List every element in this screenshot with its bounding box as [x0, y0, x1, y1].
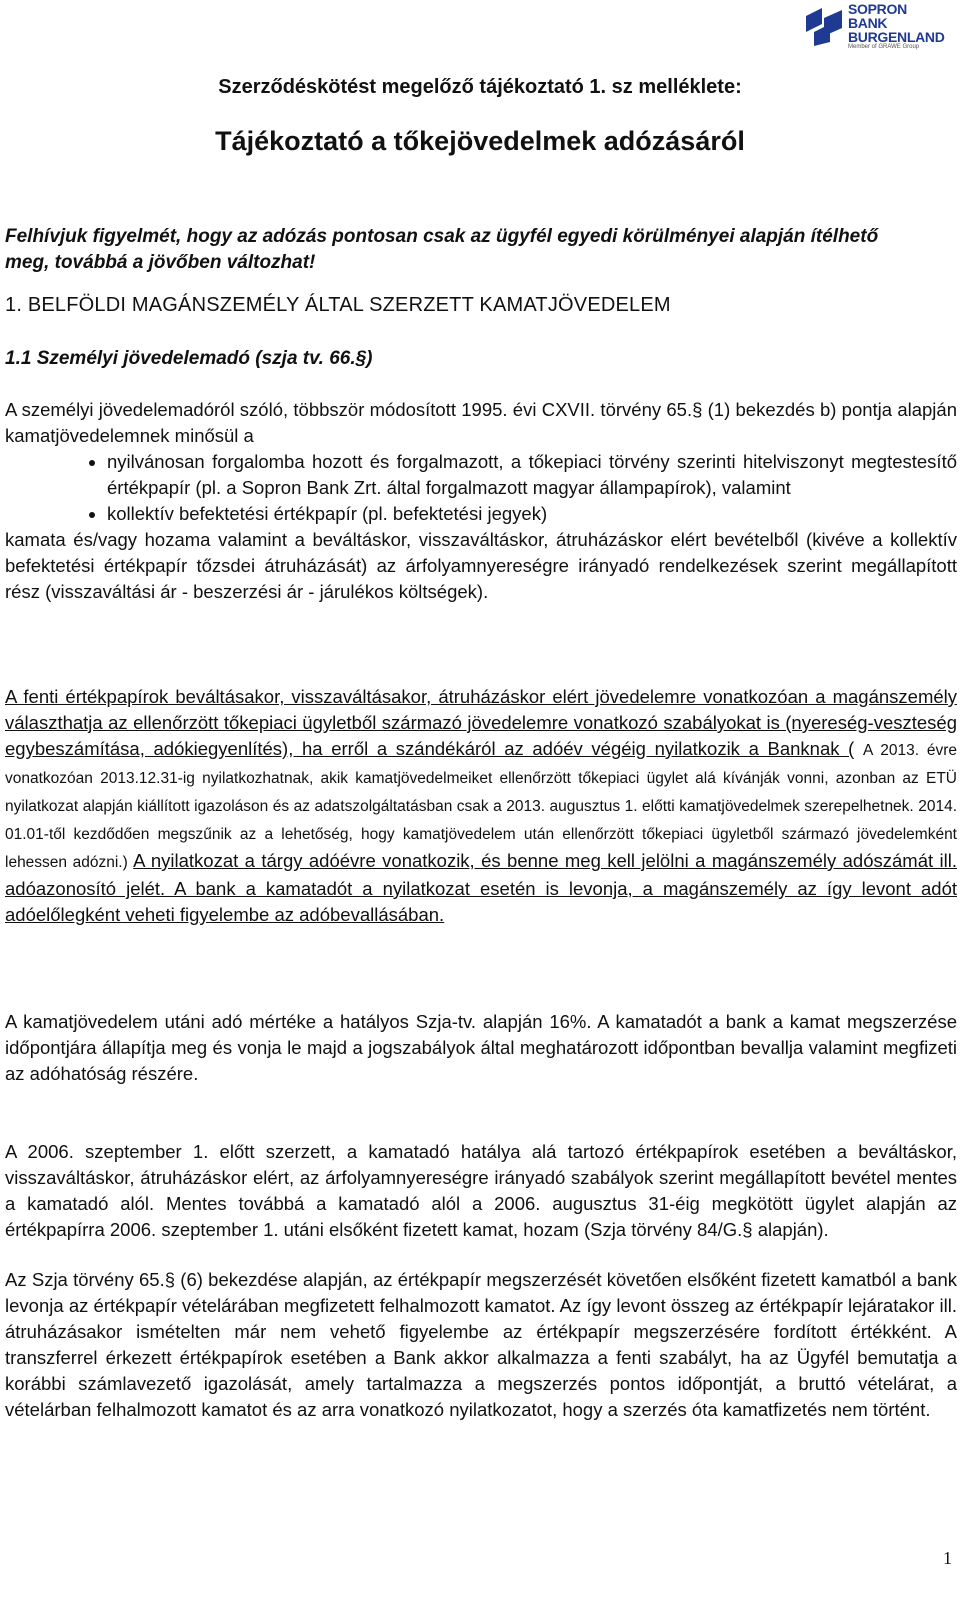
page-title: Tájékoztató a tőkejövedelmek adózásáról: [215, 126, 745, 156]
logo-mark-icon: [804, 6, 844, 46]
logo-line3: BURGENLAND: [848, 29, 945, 45]
list-item: • kollektív befektetési értékpapír (pl. befektetési jegyek): [107, 501, 957, 527]
page-number: 1: [943, 1548, 952, 1568]
tax-rate-paragraph: A kamatjövedelem utáni adó mértéke a hatályos Szja-tv. alapján 16%. A kamatadót a bank a kamat megszerzése időpontjára állapítja meg és vonja le majd a jogszabályok által meghatározott időpontban bevallja valamint megfizeti az adóhatóság részére.: [5, 1011, 957, 1084]
logo-text: [848, 2, 945, 44]
intro-block: [5, 397, 957, 605]
logo-line2: BANK: [848, 15, 888, 31]
etu-paragraph: [5, 684, 957, 928]
intro-paragraph: A személyi jövedelemadóról szóló, többször módosított 1995. évi CXVII. törvény 65.§ (1) bekezdés b) pontja alapján kamatjövedelemnek minősül a: [5, 399, 957, 446]
logo-subline: Member of GRAWE Group: [848, 44, 920, 50]
bullet-list: [5, 449, 957, 527]
accrued-interest-paragraph: Az Szja törvény 65.§ (6) bekezdése alapján, az értékpapír megszerzését követően elsőként fizetett kamatból a bank levonja az értékpapír vételárában megfizetett felhalmozott kamatot. Az így levont összeg az értékpapír lejáratakor ill. átruházásakor ismételten már nem vehető figyelembe az értékpapír megszerzésére fordított értékként. A transzferrel érkezett értékpapírok esetében a Bank akkor alkalmazza a fenti szabályt, ha az Ügyfél bemutatja a korábbi számlavezető igazolását, amely tartalmazza a megszerzés pontos időpontját, a bruttó vételárat, a vételárban felhalmozott kamatot és az arra vonatkozó nyilatkozatot, hogy a szerzés óta kamatfizetés nem történt.: [5, 1269, 957, 1420]
exemption-paragraph: A 2006. szeptember 1. előtt szerzett, a kamatadó hatálya alá tartozó értékpapírok esetében a beváltáskor, visszaváltáskor, átruházáskor elért, az árfolyamnyereségre irányadó szabályok szerint megállapított bevétel mentes a kamatadó alól. Mentes továbbá a kamatadó alól a 2006. augusztus 31-éig megkötött ügylet alapján az értékpapírra 2006. szeptember 1. utáni elsőként fizetett kamat, hozam (Szja törvény 84/G.§ alapján).: [5, 1141, 957, 1240]
subsection-heading: 1.1 Személyi jövedelemadó (szja tv. 66.§): [5, 348, 373, 369]
after-bullets-paragraph: kamata és/vagy hozama valamint a beváltáskor, visszaváltáskor, átruházáskor elért bevételből (kivéve a kollektív befektetési értékpapír tőzsdei átruházását) az árfolyamnyereségre irányadó rendelkezések szerint megállapított rész (visszaváltási ár - beszerzési ár - járulékos költségek).: [5, 529, 957, 602]
list-item: • nyilvánosan forgalomba hozott és forgalmazott, a tőkepiaci törvény szerinti hitelviszonyt megtestesítő értékpapír (pl. a Sopron Bank Zrt. által forgalmazott magyar állampapírok), valamint: [107, 449, 957, 501]
bank-logo: [804, 2, 954, 52]
annex-title: Szerződéskötést megelőző tájékoztató 1. sz melléklete:: [218, 76, 742, 98]
notice-text: Felhívjuk figyelmét, hogy az adózás pontosan csak az ügyfél egyedi körülményei alapján ítélhető meg, továbbá a jövőben változhat!: [5, 226, 879, 273]
etu-text-underlined: A fenti értékpapírok beváltásakor, visszaváltásakor, átruházáskor elért jövedelemre vonatkozóan a magánszemély választhatja az ellenőrzött tőkepiaci ügyletből származó jövedelemre vonatkozó szabályokat is (nyereség-veszteség egybeszámítása, adókiegyenlítés), ha erről a szándékáról az adóév végéig nyilatkozik a Banknak (: [5, 686, 957, 759]
logo-line1: SOPRON: [848, 1, 907, 17]
declaration-text-underlined: A nyilatkozat a tárgy adóévre vonatkozik, és benne meg kell jelölni a magánszemély adószámát ill. adóazonosító jelét. A bank a kamatadót a nyilatkozat esetén is levonja, a magánszemély az így levont adót adóelőlegként veheti figyelembe az adóbevallásában.: [5, 850, 957, 925]
etu-note: A 2013. évre vonatkozóan 2013.12.31-ig nyilatkozhatnak, akik kamatjövedelmeiket ellenőrzött tőkepiaci ügylet alá kívánják vonni, azonban az ETÜ nyilatkozat alapján kiállított igazoláson és az adatszolgáltatásban csak a 2013. augusztus 1. előtti kamatjövedelmek szerepelhetnek. 2014. 01.01-től kezdődően megszűnik az a lehetőség, hogy kamatjövedelem után ellenőrzött tőkepiaci ügyletből származó jövedelemként lehessen adózni.): [5, 742, 958, 871]
section-heading: 1. BELFÖLDI MAGÁNSZEMÉLY ÁLTAL SZERZETT KAMATJÖVEDELEM: [5, 294, 671, 316]
